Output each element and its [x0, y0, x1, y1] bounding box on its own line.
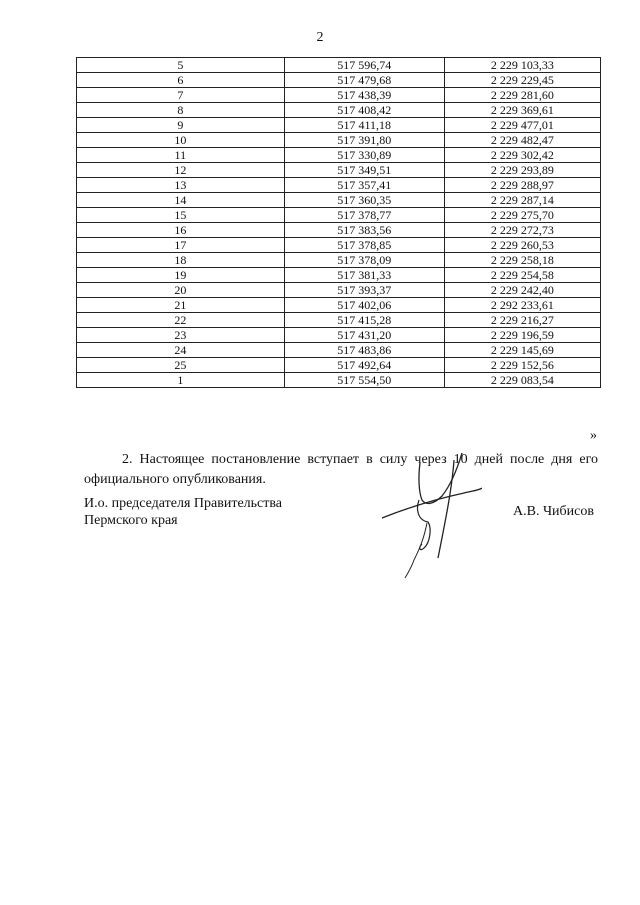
y-coordinate-cell: 2 229 482,47	[444, 133, 600, 148]
x-coordinate-cell: 517 431,20	[284, 328, 444, 343]
point-number-cell: 5	[77, 58, 285, 73]
y-coordinate-cell: 2 229 258,18	[444, 253, 600, 268]
handwritten-signature	[372, 448, 482, 583]
y-coordinate-cell: 2 229 302,42	[444, 148, 600, 163]
page-number: 2	[316, 30, 324, 45]
y-coordinate-cell: 2 229 229,45	[444, 73, 600, 88]
table-row	[77, 328, 601, 343]
point-number-cell: 21	[77, 298, 285, 313]
table-row	[77, 283, 601, 298]
x-coordinate-cell: 517 378,85	[284, 238, 444, 253]
x-coordinate-cell: 517 357,41	[284, 178, 444, 193]
table-row	[77, 193, 601, 208]
table-row	[77, 118, 601, 133]
table-row	[77, 313, 601, 328]
x-coordinate-cell: 517 411,18	[284, 118, 444, 133]
x-coordinate-cell: 517 393,37	[284, 283, 444, 298]
y-coordinate-cell: 2 229 083,54	[444, 373, 600, 388]
point-number-cell: 25	[77, 358, 285, 373]
x-coordinate-cell: 517 378,09	[284, 253, 444, 268]
table-row	[77, 223, 601, 238]
point-number-cell: 17	[77, 238, 285, 253]
x-coordinate-cell: 517 479,68	[284, 73, 444, 88]
y-coordinate-cell: 2 292 233,61	[444, 298, 600, 313]
point-number-cell: 13	[77, 178, 285, 193]
table-row	[77, 88, 601, 103]
signatory-name: А.В. Чибисов	[513, 504, 594, 519]
x-coordinate-cell: 517 415,28	[284, 313, 444, 328]
y-coordinate-cell: 2 229 216,27	[444, 313, 600, 328]
x-coordinate-cell: 517 492,64	[284, 358, 444, 373]
table-row	[77, 178, 601, 193]
x-coordinate-cell: 517 391,80	[284, 133, 444, 148]
table-row	[77, 343, 601, 358]
coordinates-table-body	[77, 58, 601, 388]
x-coordinate-cell: 517 378,77	[284, 208, 444, 223]
y-coordinate-cell: 2 229 281,60	[444, 88, 600, 103]
point-number-cell: 20	[77, 283, 285, 298]
x-coordinate-cell: 517 554,50	[284, 373, 444, 388]
y-coordinate-cell: 2 229 103,33	[444, 58, 600, 73]
y-coordinate-cell: 2 229 152,56	[444, 358, 600, 373]
point-number-cell: 12	[77, 163, 285, 178]
table-row	[77, 103, 601, 118]
y-coordinate-cell: 2 229 254,58	[444, 268, 600, 283]
point-number-cell: 14	[77, 193, 285, 208]
y-coordinate-cell: 2 229 260,53	[444, 238, 600, 253]
table-row	[77, 73, 601, 88]
x-coordinate-cell: 517 360,35	[284, 193, 444, 208]
point-number-cell: 6	[77, 73, 285, 88]
point-number-cell: 24	[77, 343, 285, 358]
x-coordinate-cell: 517 408,42	[284, 103, 444, 118]
table-row	[77, 298, 601, 313]
point-number-cell: 10	[77, 133, 285, 148]
point-number-cell: 1	[77, 373, 285, 388]
y-coordinate-cell: 2 229 287,14	[444, 193, 600, 208]
x-coordinate-cell: 517 596,74	[284, 58, 444, 73]
table-row	[77, 163, 601, 178]
point-number-cell: 19	[77, 268, 285, 283]
coordinates-table	[76, 57, 601, 388]
point-number-cell: 23	[77, 328, 285, 343]
paragraph-2: 2. Настоящее постановление вступает в силу через 10 дней после дня его официального опубликования.	[84, 452, 598, 487]
point-number-cell: 15	[77, 208, 285, 223]
point-number-cell: 9	[77, 118, 285, 133]
y-coordinate-cell: 2 229 293,89	[444, 163, 600, 178]
table-row	[77, 253, 601, 268]
x-coordinate-cell: 517 330,89	[284, 148, 444, 163]
x-coordinate-cell: 517 381,33	[284, 268, 444, 283]
point-number-cell: 18	[77, 253, 285, 268]
y-coordinate-cell: 2 229 196,59	[444, 328, 600, 343]
table-row	[77, 238, 601, 253]
point-number-cell: 8	[77, 103, 285, 118]
table-row	[77, 58, 601, 73]
signatory-title-line2: Пермского края	[84, 513, 178, 528]
x-coordinate-cell: 517 349,51	[284, 163, 444, 178]
y-coordinate-cell: 2 229 145,69	[444, 343, 600, 358]
point-number-cell: 11	[77, 148, 285, 163]
table-row	[77, 148, 601, 163]
table-row	[77, 268, 601, 283]
point-number-cell: 7	[77, 88, 285, 103]
closing-quote: »	[590, 428, 597, 443]
point-number-cell: 16	[77, 223, 285, 238]
x-coordinate-cell: 517 483,86	[284, 343, 444, 358]
table-row	[77, 373, 601, 388]
x-coordinate-cell: 517 383,56	[284, 223, 444, 238]
table-row	[77, 358, 601, 373]
y-coordinate-cell: 2 229 275,70	[444, 208, 600, 223]
point-number-cell: 22	[77, 313, 285, 328]
y-coordinate-cell: 2 229 288,97	[444, 178, 600, 193]
table-row	[77, 133, 601, 148]
signatory-title-line1: И.о. председателя Правительства	[84, 496, 283, 511]
y-coordinate-cell: 2 229 242,40	[444, 283, 600, 298]
y-coordinate-cell: 2 229 369,61	[444, 103, 600, 118]
table-row	[77, 208, 601, 223]
y-coordinate-cell: 2 229 272,73	[444, 223, 600, 238]
x-coordinate-cell: 517 438,39	[284, 88, 444, 103]
signatory-title	[84, 495, 282, 529]
x-coordinate-cell: 517 402,06	[284, 298, 444, 313]
y-coordinate-cell: 2 229 477,01	[444, 118, 600, 133]
